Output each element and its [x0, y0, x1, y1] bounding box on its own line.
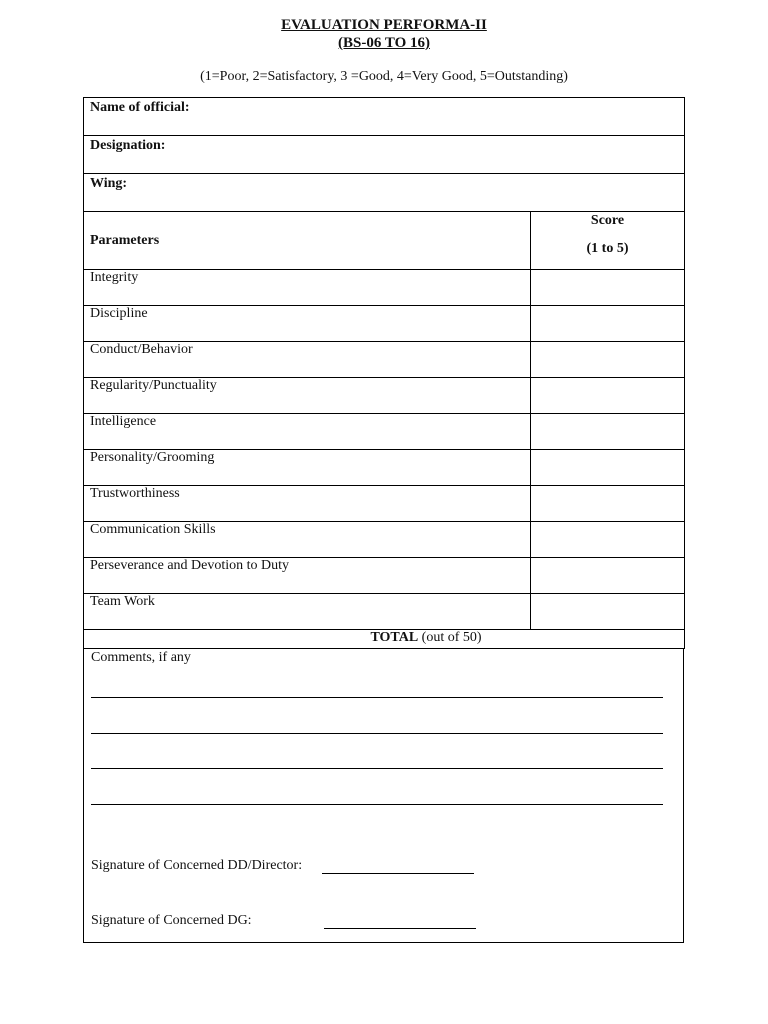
parameter-row	[84, 342, 685, 378]
wing-label: Wing:	[90, 176, 128, 191]
score-cell[interactable]	[531, 522, 685, 558]
parameter-row	[84, 306, 685, 342]
comment-line[interactable]	[91, 697, 663, 698]
total-cell[interactable]	[84, 630, 685, 649]
score-header-label: Score	[590, 213, 625, 228]
score-cell[interactable]	[531, 342, 685, 378]
score-cell[interactable]	[531, 306, 685, 342]
director-signature-line[interactable]	[322, 873, 474, 874]
parameter-row	[84, 522, 685, 558]
score-cell[interactable]	[531, 594, 685, 630]
score-cell[interactable]	[531, 486, 685, 522]
name-row	[84, 98, 685, 136]
rating-scale: (1=Poor, 2=Satisfactory, 3 =Good, 4=Very Good, 5=Outstanding)	[200, 69, 568, 84]
comment-line[interactable]	[91, 768, 663, 769]
parameter-label: Personality/Grooming	[84, 450, 531, 486]
parameter-label: Conduct/Behavior	[84, 342, 531, 378]
score-cell[interactable]	[531, 414, 685, 450]
parameter-row	[84, 558, 685, 594]
comments-label: Comments, if any	[91, 650, 191, 665]
parameter-row	[84, 594, 685, 630]
name-label: Name of official:	[90, 100, 190, 115]
comment-line[interactable]	[91, 733, 663, 734]
wing-field[interactable]	[84, 174, 685, 212]
parameter-label: Intelligence	[84, 414, 531, 450]
parameter-row	[84, 414, 685, 450]
designation-row	[84, 136, 685, 174]
subtitle-text: (BS-06 TO 16)	[338, 35, 430, 51]
parameter-label: Trustworthiness	[84, 486, 531, 522]
dg-signature-label: Signature of Concerned DG:	[91, 913, 252, 928]
evaluation-table	[83, 97, 685, 649]
score-cell[interactable]	[531, 270, 685, 306]
parameter-label: Team Work	[84, 594, 531, 630]
parameters-header: Parameters	[84, 212, 531, 270]
score-cell[interactable]	[531, 450, 685, 486]
parameter-row	[84, 450, 685, 486]
parameter-label: Communication Skills	[84, 522, 531, 558]
title-text: EVALUATION PERFORMA-II	[281, 17, 487, 33]
parameter-label: Discipline	[84, 306, 531, 342]
parameter-row	[84, 378, 685, 414]
total-row	[84, 630, 685, 649]
comments-box	[83, 648, 684, 943]
name-field[interactable]	[84, 98, 685, 136]
parameter-label: Integrity	[84, 270, 531, 306]
parameter-label: Perseverance and Devotion to Duty	[84, 558, 531, 594]
comment-line[interactable]	[91, 804, 663, 805]
director-signature-label: Signature of Concerned DD/Director:	[91, 858, 303, 873]
parameter-row	[84, 486, 685, 522]
dg-signature-line[interactable]	[324, 928, 476, 929]
designation-label: Designation:	[90, 138, 166, 153]
designation-field[interactable]	[84, 136, 685, 174]
score-header-range: (1 to 5)	[586, 241, 629, 256]
score-cell[interactable]	[531, 558, 685, 594]
wing-row	[84, 174, 685, 212]
total-label: TOTAL	[370, 630, 419, 645]
parameter-row	[84, 270, 685, 306]
table-header-row	[84, 212, 685, 270]
total-note: (out of 50)	[421, 630, 482, 645]
form-title	[0, 16, 768, 52]
score-header	[531, 212, 685, 270]
parameter-label: Regularity/Punctuality	[84, 378, 531, 414]
score-cell[interactable]	[531, 378, 685, 414]
